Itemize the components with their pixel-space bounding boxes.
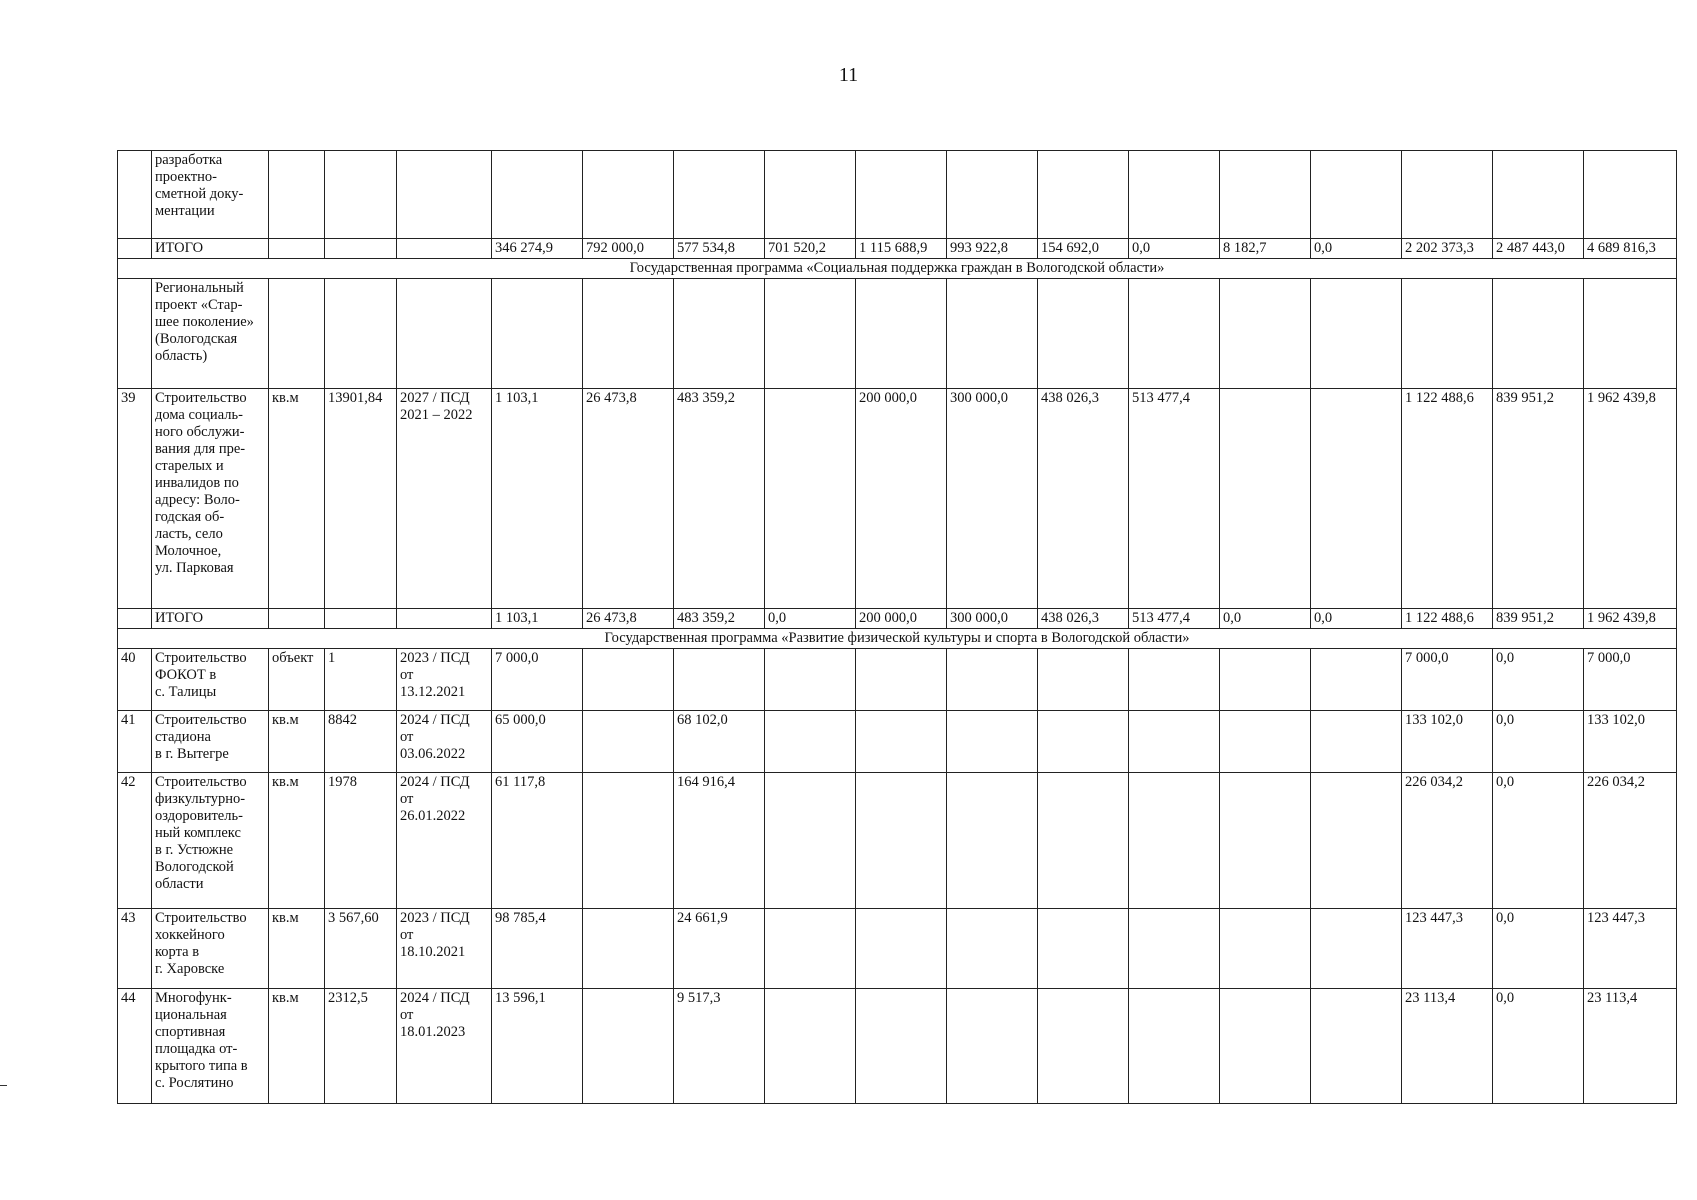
table-cell: 483 359,2 [674,609,765,629]
budget-table [117,150,1677,1104]
table-cell [397,239,492,259]
table-cell: 200 000,0 [856,609,947,629]
table-cell: 577 534,8 [674,239,765,259]
table-cell: 4 689 816,3 [1584,239,1677,259]
table-cell: 154 692,0 [1038,239,1129,259]
program-header-row [118,629,1677,649]
table-cell [765,989,856,1104]
table-cell [856,773,947,909]
table-cell [1038,151,1129,239]
table-cell: 39 [118,389,152,609]
table-cell [856,909,947,989]
table-cell: 123 447,3 [1402,909,1493,989]
table-cell [765,389,856,609]
table-cell [269,151,325,239]
table-cell [397,151,492,239]
table-cell: 701 520,2 [765,239,856,259]
table-cell: 839 951,2 [1493,389,1584,609]
table-cell: 1 103,1 [492,389,583,609]
table-cell [325,151,397,239]
table-cell [1311,773,1402,909]
table-cell: объект [269,649,325,711]
table-cell: 23 113,4 [1584,989,1677,1104]
margin-mark [0,1085,7,1086]
table-cell: 133 102,0 [1402,711,1493,773]
table-cell [397,609,492,629]
table-cell: 1 122 488,6 [1402,609,1493,629]
table-row [118,279,1677,389]
table-cell [1220,649,1311,711]
table-cell [947,773,1038,909]
table-cell [856,151,947,239]
table-cell: 2024 / ПСД от 26.01.2022 [397,773,492,909]
table-cell [765,711,856,773]
page-number: 11 [838,64,859,86]
table-cell: 2 487 443,0 [1493,239,1584,259]
table-cell [947,279,1038,389]
table-cell [1129,989,1220,1104]
table-cell [118,279,152,389]
table-cell: 839 951,2 [1493,609,1584,629]
table-cell [397,279,492,389]
table-cell [269,609,325,629]
table-cell: ИТОГО [152,239,269,259]
table-cell: 2 202 373,3 [1402,239,1493,259]
table-cell [1220,389,1311,609]
table-cell: Строительство стадиона в г. Вытегре [152,711,269,773]
table-cell: 0,0 [1493,711,1584,773]
table-cell: 42 [118,773,152,909]
table-cell [1220,989,1311,1104]
program-header-row [118,259,1677,279]
table-cell [856,279,947,389]
table-cell: 300 000,0 [947,389,1038,609]
table-cell: кв.м [269,989,325,1104]
table-cell [674,279,765,389]
table-cell [765,773,856,909]
table-cell: кв.м [269,711,325,773]
table-cell: 44 [118,989,152,1104]
table-cell [765,909,856,989]
table-cell [269,239,325,259]
table-cell: 1 962 439,8 [1584,389,1677,609]
table-cell: 0,0 [1493,909,1584,989]
table-cell [947,151,1038,239]
table-row [118,773,1677,909]
table-cell [1220,909,1311,989]
table-cell [269,279,325,389]
table-cell: 0,0 [1493,649,1584,711]
table-cell [1584,279,1677,389]
table-cell: 26 473,8 [583,389,674,609]
table-cell: ИТОГО [152,609,269,629]
table-cell [583,989,674,1104]
table-cell [118,151,152,239]
table-cell [583,649,674,711]
table-cell: 0,0 [765,609,856,629]
table-cell: 7 000,0 [492,649,583,711]
table-cell [1220,711,1311,773]
table-row [118,609,1677,629]
table-cell: Строительство хоккейного корта в г. Харовске [152,909,269,989]
table-cell: 483 359,2 [674,389,765,609]
table-cell [583,909,674,989]
table-cell: 65 000,0 [492,711,583,773]
table-cell: кв.м [269,773,325,909]
table-cell: 0,0 [1311,239,1402,259]
table-cell: 200 000,0 [856,389,947,609]
table-cell [583,773,674,909]
table-cell [583,711,674,773]
table-cell [674,151,765,239]
table-cell [583,279,674,389]
table-cell [492,151,583,239]
table-cell [1584,151,1677,239]
program-title: Государственная программа «Социальная поддержка граждан в Вологодской области» [118,259,1677,279]
table-cell [856,989,947,1104]
table-cell: 13 596,1 [492,989,583,1104]
table-cell [1129,151,1220,239]
table-body [118,151,1677,1104]
table-cell: 164 916,4 [674,773,765,909]
table-cell [118,239,152,259]
table-cell: 1 [325,649,397,711]
table-cell: 7 000,0 [1584,649,1677,711]
table-cell: 1 115 688,9 [856,239,947,259]
table-cell: 993 922,8 [947,239,1038,259]
table-cell [765,649,856,711]
table-cell [947,909,1038,989]
table-cell: 68 102,0 [674,711,765,773]
table-cell: 0,0 [1129,239,1220,259]
table-cell: 346 274,9 [492,239,583,259]
table-cell: 0,0 [1311,609,1402,629]
table-cell [765,279,856,389]
table-cell [583,151,674,239]
table-cell: 3 567,60 [325,909,397,989]
table-cell [1129,773,1220,909]
table-cell [1038,773,1129,909]
table-row [118,151,1677,239]
table-cell [492,279,583,389]
table-cell: 8842 [325,711,397,773]
table-cell [1038,909,1129,989]
table-cell [1311,389,1402,609]
table-cell: 133 102,0 [1584,711,1677,773]
table-cell [1402,279,1493,389]
table-row [118,389,1677,609]
table-row [118,649,1677,711]
table-cell [1311,151,1402,239]
table-cell: 226 034,2 [1584,773,1677,909]
table-cell [1220,279,1311,389]
table-cell [1038,989,1129,1104]
table-cell: 23 113,4 [1402,989,1493,1104]
table-cell [765,151,856,239]
table-cell [1311,989,1402,1104]
table-cell [1129,711,1220,773]
table-cell: кв.м [269,909,325,989]
table-row [118,239,1677,259]
table-cell [1220,151,1311,239]
table-cell: 0,0 [1493,989,1584,1104]
table-cell: Многофунк- циональная спортивная площадка от- крытого типа в с. Рослятино [152,989,269,1104]
table-cell: 1978 [325,773,397,909]
table-cell [947,989,1038,1104]
table-cell: Строительство физкультурно- оздоровитель- ный комплекс в г. Устюжне Вологодской области [152,773,269,909]
table-row [118,711,1677,773]
table-cell [674,649,765,711]
table-cell: 98 785,4 [492,909,583,989]
table-cell: 43 [118,909,152,989]
table-row [118,989,1677,1104]
table-cell: разработка проектно- сметной доку- ментации [152,151,269,239]
table-cell: 1 122 488,6 [1402,389,1493,609]
table-cell [856,649,947,711]
table-cell: 2312,5 [325,989,397,1104]
table-cell [1493,151,1584,239]
table-cell: 1 962 439,8 [1584,609,1677,629]
table-cell: 438 026,3 [1038,609,1129,629]
table-cell: 2024 / ПСД от 18.01.2023 [397,989,492,1104]
table-cell: 2023 / ПСД от 18.10.2021 [397,909,492,989]
table-cell: Региональный проект «Стар- шее поколение» (Вологодская область) [152,279,269,389]
table-cell [1493,279,1584,389]
table-cell: 26 473,8 [583,609,674,629]
table-cell: 8 182,7 [1220,239,1311,259]
table-cell: Строительство ФОКОТ в с. Талицы [152,649,269,711]
table-cell: 2027 / ПСД 2021 – 2022 [397,389,492,609]
table-cell: 41 [118,711,152,773]
table-cell: 9 517,3 [674,989,765,1104]
table-cell [947,649,1038,711]
table-cell: 438 026,3 [1038,389,1129,609]
table-cell [325,239,397,259]
table-cell [325,279,397,389]
table-cell: 40 [118,649,152,711]
table-row [118,909,1677,989]
table-cell [325,609,397,629]
table-cell: 13901,84 [325,389,397,609]
table-cell [1129,649,1220,711]
table-cell: 513 477,4 [1129,389,1220,609]
table-cell [1311,711,1402,773]
table-cell [1402,151,1493,239]
table-cell: 513 477,4 [1129,609,1220,629]
table-cell [1129,279,1220,389]
table-cell: 24 661,9 [674,909,765,989]
table-cell [1038,279,1129,389]
table-cell [856,711,947,773]
table-cell [1038,711,1129,773]
table-cell [1129,909,1220,989]
table-cell [1311,649,1402,711]
table-cell: кв.м [269,389,325,609]
table-cell: 0,0 [1220,609,1311,629]
table-cell: 226 034,2 [1402,773,1493,909]
table-cell [1311,909,1402,989]
table-cell: 0,0 [1493,773,1584,909]
table-cell [1220,773,1311,909]
program-title: Государственная программа «Развитие физической культуры и спорта в Вологодской области» [118,629,1677,649]
table-cell [1311,279,1402,389]
table-cell: 1 103,1 [492,609,583,629]
table-cell: 792 000,0 [583,239,674,259]
table-cell: 7 000,0 [1402,649,1493,711]
table-cell: 2024 / ПСД от 03.06.2022 [397,711,492,773]
table-cell: Строительство дома социаль- ного обслужи- вания для пре- старелых и инвалидов по адресу: Воло- годская об- ласть, село Молочное, ул. Парковая [152,389,269,609]
table-cell: 123 447,3 [1584,909,1677,989]
table-cell [947,711,1038,773]
table-cell: 61 117,8 [492,773,583,909]
table-cell: 2023 / ПСД от 13.12.2021 [397,649,492,711]
table-cell: 300 000,0 [947,609,1038,629]
table-cell [1038,649,1129,711]
table-cell [118,609,152,629]
